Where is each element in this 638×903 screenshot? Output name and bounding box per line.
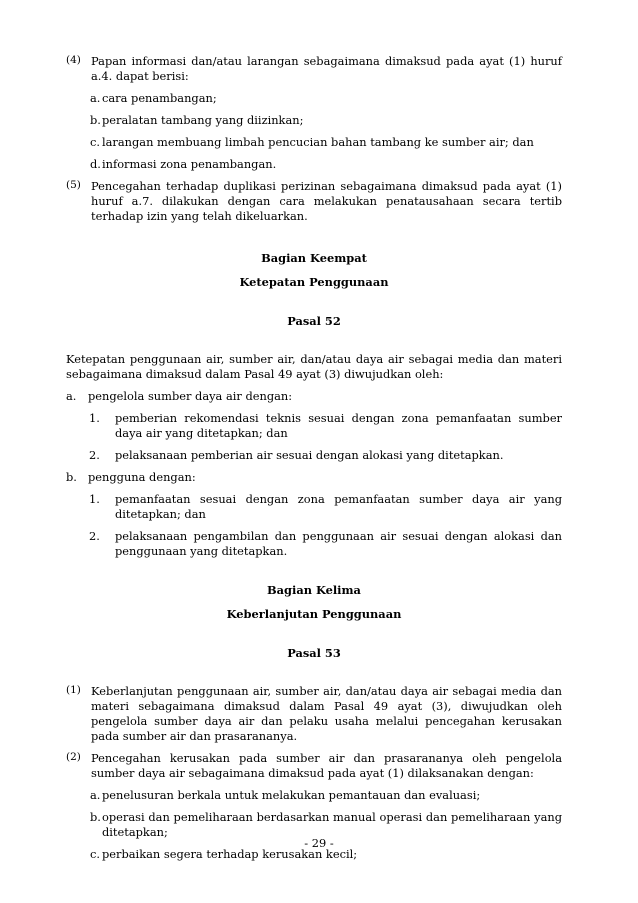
section-subtitle: Keberlanjutan Penggunaan (226, 607, 402, 621)
list-text: pengguna dengan: (88, 470, 196, 484)
section-subtitle: Ketepatan Penggunaan (239, 275, 389, 289)
list-text: penelusuran berkala untuk melakukan pemantauan dan evaluasi; (102, 788, 481, 802)
list-text: pemberian rekomendasi teknis sesuai dengan zona pemanfaatan sumber daya air yang ditetapkan; dan (115, 411, 562, 440)
list-label: d. (90, 157, 101, 171)
list-text: pemanfaatan sesuai dengan zona pemanfaatan sumber daya air yang ditetapkan; dan (115, 492, 562, 521)
list-item (66, 157, 562, 172)
pasal-intro: Ketepatan penggunaan air, sumber air, dan/atau daya air sebagai media dan materi sebagaimana dimaksud dalam Pasal 49 ayat (3) diwujudkan oleh: (66, 352, 562, 381)
list-label: 2. (89, 529, 100, 543)
list-label: b. (66, 470, 77, 484)
list-text: peralatan tambang yang diizinkan; (102, 113, 304, 127)
ayat-1 (66, 684, 562, 744)
list-label: b. (90, 810, 101, 824)
list-label: a. (66, 389, 77, 403)
list-item (66, 113, 562, 128)
list-item (66, 91, 562, 106)
list-label: 2. (89, 448, 100, 462)
list-item (66, 492, 562, 522)
list-label: a. (90, 788, 101, 802)
list-text: pelaksanaan pengambilan dan penggunaan air sesuai dengan alokasi dan penggunaan yang ditetapkan. (115, 529, 562, 558)
pasal-title: Pasal 52 (287, 314, 341, 328)
list-label: 1. (89, 411, 100, 425)
ayat-number: (5) (66, 179, 81, 191)
ayat-number: (1) (66, 684, 81, 696)
list-text: larangan membuang limbah pencucian bahan tambang ke sumber air; dan (102, 135, 534, 149)
ayat-2 (66, 751, 562, 781)
list-item (66, 389, 562, 404)
ayat-5 (66, 179, 562, 224)
list-text: pengelola sumber daya air dengan: (88, 389, 293, 403)
ayat-text: Keberlanjutan penggunaan air, sumber air, dan/atau daya air sebagai media dan materi sebagaimana dimaksud dalam Pasal 49 ayat (3), diwujudkan oleh pengelola sumber daya air dan pelaku usaha melalui pencegahan kerusakan pada sumber air dan prasarananya. (91, 684, 562, 743)
list-text: operasi dan pemeliharaan berdasarkan manual operasi dan pemeliharaan yang ditetapkan; (102, 810, 562, 839)
ayat-text: Papan informasi dan/atau larangan sebagaimana dimaksud pada ayat (1) huruf a.4. dapat berisi: (91, 54, 562, 83)
ayat-number: (2) (66, 751, 81, 763)
list-item (66, 135, 562, 150)
ayat-number: (4) (66, 54, 81, 66)
list-label: 1. (89, 492, 100, 506)
pasal-title: Pasal 53 (287, 646, 341, 660)
ayat-text: Pencegahan terhadap duplikasi perizinan sebagaimana dimaksud pada ayat (1) huruf a.7. dilakukan dengan cara melakukan penatausahaan secara tertib terhadap izin yang telah dikeluarkan. (91, 179, 562, 223)
list-text: informasi zona penambangan. (102, 157, 277, 171)
list-label: c. (90, 135, 101, 149)
list-text: pelaksanaan pemberian air sesuai dengan alokasi yang ditetapkan. (115, 448, 504, 462)
ayat-text: Pencegahan kerusakan pada sumber air dan prasarananya oleh pengelola sumber daya air sebagaimana dimaksud pada ayat (1) dilaksanakan dengan: (91, 751, 562, 780)
list-label: c. (90, 847, 101, 861)
list-item (66, 529, 562, 559)
list-item (66, 411, 562, 441)
list-item (66, 448, 562, 463)
list-label: b. (90, 113, 101, 127)
list-item (66, 788, 562, 803)
list-label: a. (90, 91, 101, 105)
ayat-4 (66, 54, 562, 84)
section-title: Bagian Kelima (267, 583, 361, 597)
list-text: perbaikan segera terhadap kerusakan kecil; (102, 847, 358, 861)
list-item (66, 470, 562, 485)
page-number: - 29 - (304, 836, 334, 850)
section-title: Bagian Keempat (261, 251, 367, 265)
list-text: cara penambangan; (102, 91, 217, 105)
document-page (66, 54, 562, 869)
